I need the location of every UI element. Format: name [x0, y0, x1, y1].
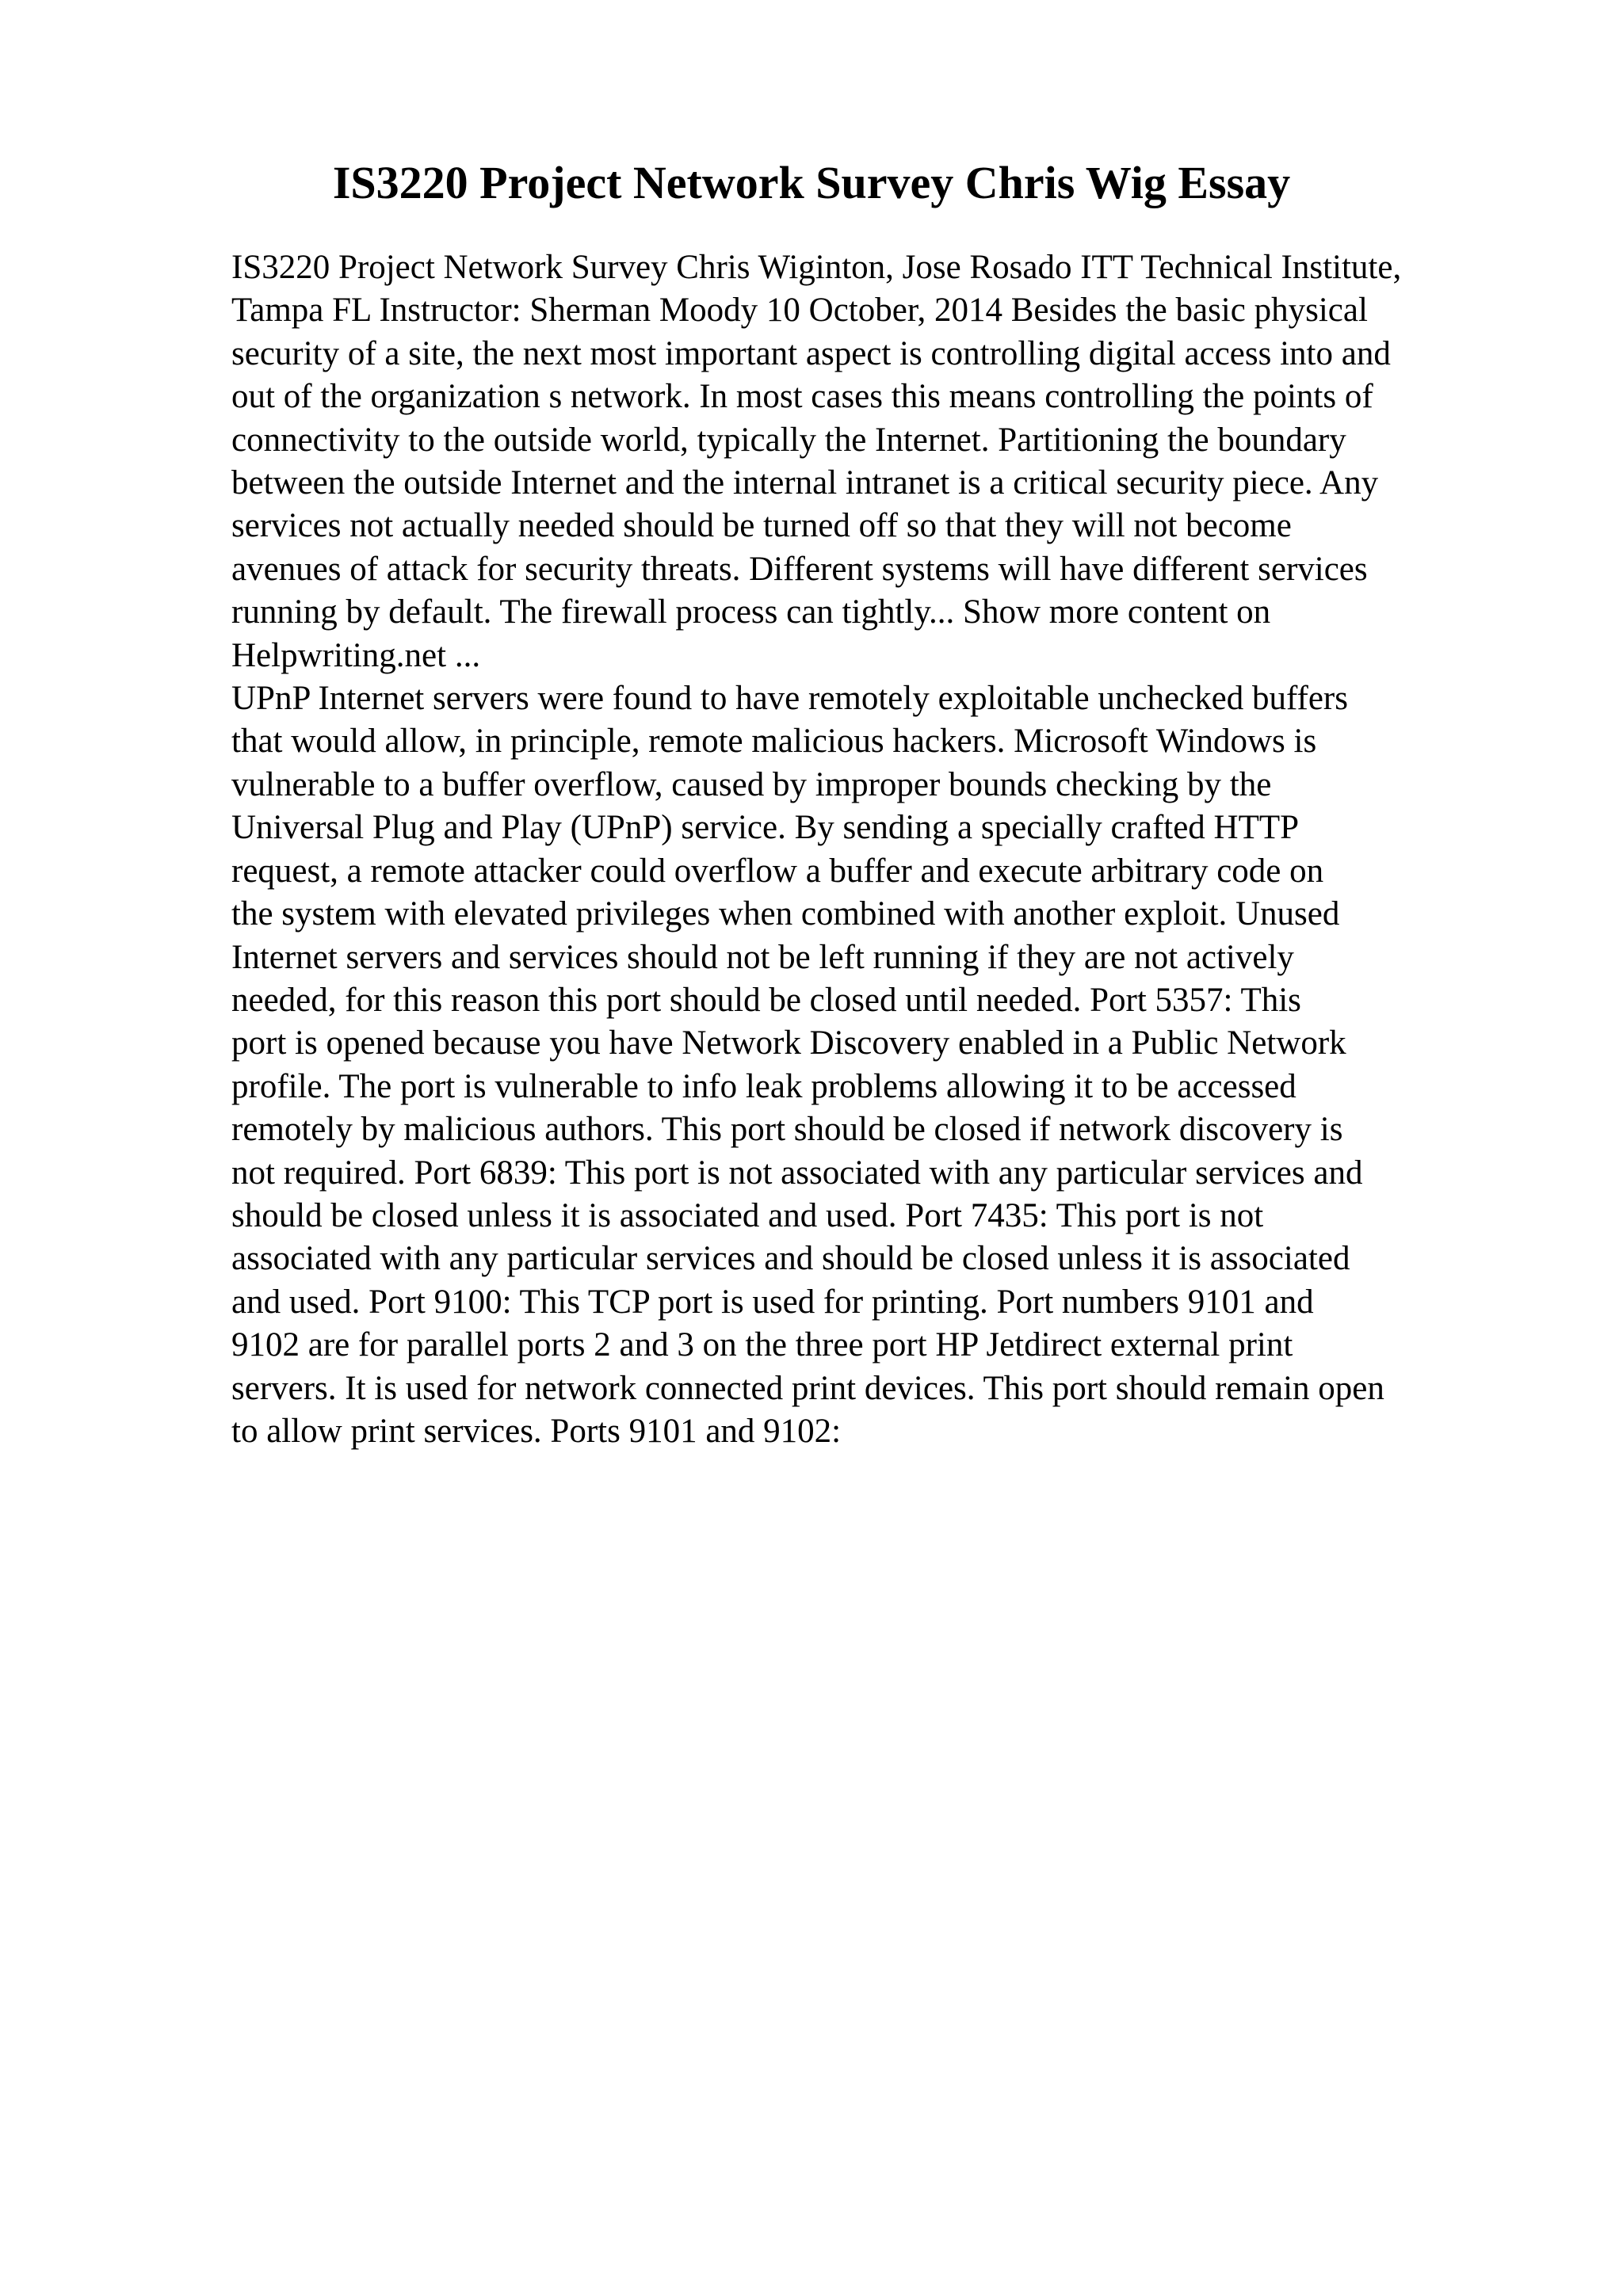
text-line: running by default. The firewall process can tightly... Show more content on: [231, 593, 1271, 631]
text-line: should be closed unless it is associated and used. Port 7435: This port is not: [231, 1196, 1264, 1234]
text-line: Helpwriting.net ...: [231, 636, 481, 674]
text-line: port is opened because you have Network Discovery enabled in a Public Network: [231, 1024, 1346, 1062]
text-line: Universal Plug and Play (UPnP) service. By sending a specially crafted HTTP: [231, 809, 1300, 847]
text-line: out of the organization s network. In most cases this means controlling the points of: [231, 378, 1373, 416]
text-line: services not actually needed should be turned off so that they will not become: [231, 507, 1292, 545]
paragraph: [231, 246, 1531, 677]
paragraph: [231, 677, 1531, 1453]
text-line: to allow print services. Ports 9101 and 9102:: [231, 1412, 842, 1450]
text-line: avenues of attack for security threats. Different systems will have different services: [231, 550, 1368, 588]
text-line: request, a remote attacker could overflow a buffer and execute arbitrary code on: [231, 852, 1324, 890]
text-line: needed, for this reason this port should be closed until needed. Port 5357: This: [231, 981, 1301, 1019]
text-line: that would allow, in principle, remote malicious hackers. Microsoft Windows is: [231, 723, 1317, 761]
text-line: connectivity to the outside world, typically the Internet. Partitioning the boundary: [231, 421, 1346, 459]
text-line: security of a site, the next most important aspect is controlling digital access into and: [231, 334, 1391, 372]
text-line: vulnerable to a buffer overflow, caused by improper bounds checking by the: [231, 765, 1272, 803]
document-body: [231, 246, 1531, 1453]
text-line: UPnP Internet servers were found to have remotely exploitable unchecked buffers: [231, 680, 1348, 718]
text-line: Internet servers and services should not be left running if they are not actively: [231, 938, 1294, 976]
text-line: Tampa FL Instructor: Sherman Moody 10 October, 2014 Besides the basic physical: [231, 292, 1368, 330]
text-line: IS3220 Project Network Survey Chris Wiginton, Jose Rosado ITT Technical Institute,: [231, 249, 1402, 286]
text-line: remotely by malicious authors. This port should be closed if network discovery is: [231, 1111, 1343, 1149]
document-title: IS3220 Project Network Survey Chris Wig Essay: [332, 157, 1291, 208]
text-line: associated with any particular services and should be closed unless it is associated: [231, 1240, 1350, 1278]
text-line: the system with elevated privileges when combined with another exploit. Unused: [231, 895, 1340, 933]
text-line: 9102 are for parallel ports 2 and 3 on the three port HP Jetdirect external print: [231, 1326, 1293, 1364]
text-line: not required. Port 6839: This port is not associated with any particular services and: [231, 1154, 1363, 1192]
text-line: servers. It is used for network connected print devices. This port should remain open: [231, 1369, 1384, 1407]
text-line: between the outside Internet and the internal intranet is a critical security piece. Any: [231, 464, 1379, 502]
text-line: profile. The port is vulnerable to info leak problems allowing it to be accessed: [231, 1067, 1296, 1105]
text-line: and used. Port 9100: This TCP port is used for printing. Port numbers 9101 and: [231, 1283, 1314, 1321]
